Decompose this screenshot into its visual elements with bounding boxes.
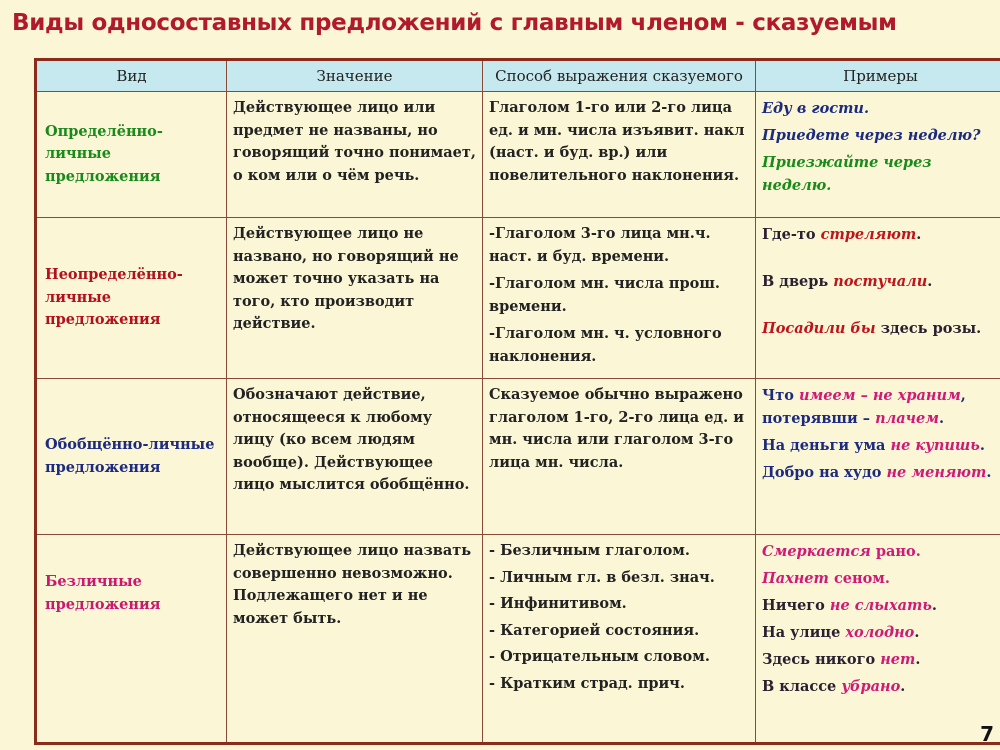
example-tail: .	[939, 410, 945, 427]
method-item: - Категорией состояния.	[489, 621, 700, 639]
example-item	[762, 384, 999, 407]
example-item	[762, 407, 999, 430]
method-item: -Глаголом мн. ч. условного наклонения.	[489, 325, 722, 365]
method-item: Сказуемое обычно выражено глаголом 1-го, 2-го лица ед. и мн. числа или глаголом 3-го лица мн. числа.	[489, 386, 744, 471]
page-number: 7	[980, 722, 994, 746]
example-plain: Где-то	[762, 226, 821, 243]
example-tail: здесь розы.	[875, 320, 982, 337]
method-item: - Кратким страд. прич.	[489, 674, 685, 692]
table-header-row	[36, 60, 1000, 92]
example-item	[762, 567, 999, 590]
example-item	[762, 648, 999, 671]
example-item	[762, 434, 999, 457]
method-item: -Глаголом 3-го лица мн.ч. наст. и буд. времени.	[489, 225, 711, 265]
meaning-cell: Действующее лицо или предмет не названы, но говорящий точно понимает, о ком или о чём речь.	[227, 92, 483, 218]
header-meaning: Значение	[227, 60, 483, 92]
meaning-cell: Действующее лицо назвать совершенно невозможно. Подлежащего нет и не может быть.	[227, 535, 483, 744]
example-emphasis: Смеркается	[762, 543, 871, 560]
example-emphasis: плачем	[875, 410, 940, 427]
example-plain: На улице	[762, 624, 846, 641]
example-emphasis: стреляют	[820, 226, 917, 243]
example-tail: ,	[960, 387, 966, 404]
method-item: - Отрицательным словом.	[489, 648, 710, 665]
example-emphasis: холодно	[845, 624, 915, 641]
example-emphasis: Пахнет	[762, 570, 829, 587]
example-tail: .	[931, 597, 937, 614]
meaning-cell: Обозначают действие, относящееся к любому лицу (ко всем людям вообще). Действующее лицо мыслится обобщённо.	[227, 379, 483, 535]
method-cell	[483, 535, 756, 744]
example-emphasis: не меняют	[886, 464, 987, 481]
example-plain: В классе	[762, 678, 842, 695]
example-tail: .	[915, 651, 921, 668]
method-item: - Личным гл. в безл. знач.	[489, 568, 715, 586]
example-item	[762, 317, 999, 340]
example-item	[762, 270, 999, 293]
examples-cell	[756, 218, 1000, 379]
header-method: Способ выражения сказуемого	[483, 60, 756, 92]
table-row	[36, 379, 1000, 535]
method-item: -Глаголом мн. числа прош. времени.	[489, 275, 720, 315]
example-tail: рано.	[870, 543, 921, 560]
method-cell	[483, 92, 756, 218]
example-emphasis: Посадили бы	[762, 320, 876, 337]
examples-cell	[756, 535, 1000, 744]
table-row	[36, 535, 1000, 744]
example-emphasis: нет	[880, 651, 916, 668]
example-emphasis: не купишь	[890, 437, 980, 454]
example-tail: .	[927, 273, 933, 290]
example-tail: .	[916, 226, 922, 243]
example-emphasis: постучали	[833, 273, 928, 290]
method-item: Глаголом 1-го или 2-го лица ед. и мн. числа изъявит. накл (наст. и буд. вр.) или повелительного наклонения.	[489, 99, 745, 184]
method-item: - Безличным глаголом.	[489, 542, 690, 559]
example-tail: .	[986, 464, 992, 481]
example-item	[762, 540, 999, 563]
example-item	[762, 223, 999, 246]
examples-cell	[756, 92, 1000, 218]
method-cell	[483, 218, 756, 379]
example-tail: сеном.	[828, 570, 890, 587]
example-tail: .	[900, 678, 906, 695]
example-plain: Добро на худо	[762, 464, 887, 481]
kind-cell: Обобщённо-личные предложения	[36, 379, 227, 535]
example-item: Приезжайте через неделю.	[762, 154, 932, 194]
example-plain: Ничего	[762, 597, 830, 614]
header-kind: Вид	[36, 60, 227, 92]
example-plain: Что	[762, 387, 799, 404]
method-item: - Инфинитивом.	[489, 595, 627, 612]
example-plain: На деньги ума	[762, 437, 891, 454]
example-tail: .	[979, 437, 985, 454]
example-tail: .	[914, 624, 920, 641]
kind-cell: Безличные предложения	[36, 535, 227, 744]
example-plain: Здесь никого	[762, 651, 881, 668]
page-title: Виды односоставных предложений с главным членом - сказуемым	[12, 10, 897, 36]
example-item	[762, 675, 999, 698]
kind-cell: Неопределённо-личные предложения	[36, 218, 227, 379]
table-row	[36, 218, 1000, 379]
meaning-cell: Действующее лицо не названо, но говорящий не может точно указать на того, кто производит действие.	[227, 218, 483, 379]
example-item	[762, 621, 999, 644]
example-item: Приедете через неделю?	[762, 127, 981, 144]
example-item	[762, 594, 999, 617]
table-row	[36, 92, 1000, 218]
example-emphasis: убрано	[841, 678, 901, 695]
sentence-types-table	[34, 58, 1000, 745]
example-plain: В дверь	[762, 273, 834, 290]
examples-cell	[756, 379, 1000, 535]
method-cell	[483, 379, 756, 535]
example-emphasis: имеем – не храним	[798, 387, 961, 404]
example-item: Еду в гости.	[762, 100, 870, 117]
example-item	[762, 461, 999, 484]
example-emphasis: не слыхать	[829, 597, 932, 614]
header-examples: Примеры	[756, 60, 1000, 92]
example-plain: потерявши –	[762, 410, 876, 427]
kind-cell: Определённо-личные предложения	[36, 92, 227, 218]
